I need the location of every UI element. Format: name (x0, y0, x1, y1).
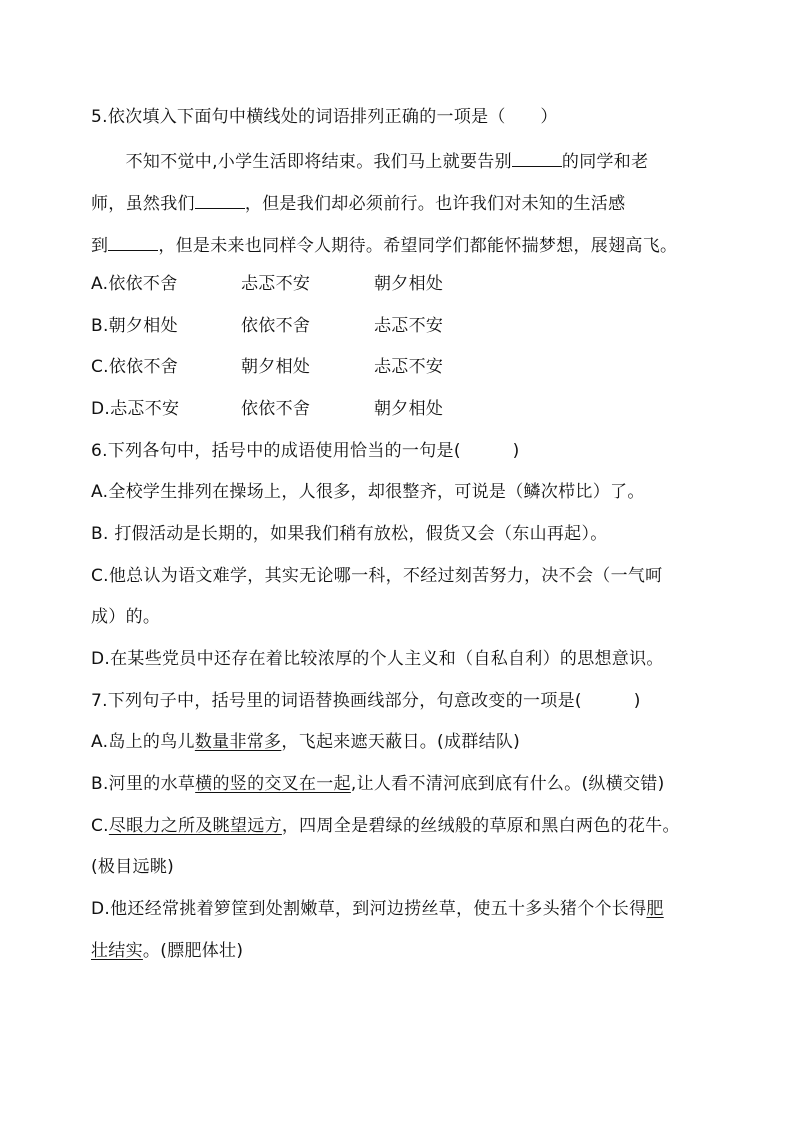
q6-option-d: D.在某些党员中还存在着比较浓厚的个人主义和（自私自利）的思想意识。 (91, 649, 664, 669)
option-label: A.依依不舍 (91, 274, 178, 294)
underlined-phrase: 横的竖的交叉在一起 (195, 774, 351, 794)
underlined-phrase: 肥 (646, 899, 664, 919)
underlined-phrase: 壮结实 (91, 941, 143, 961)
option-text: C. (91, 816, 109, 836)
underlined-phrase: 数量非常多 (194, 732, 282, 752)
q5-stem: 5.依次填入下面句中横线处的词语排列正确的一项是（ ） (91, 107, 558, 127)
q5-passage-text: 的同学和老 (561, 152, 649, 172)
option-text: ，四周全是碧绿的丝绒般的草原和黑白两色的花牛。 (281, 816, 680, 836)
option-word: 忐忑不安 (374, 357, 444, 377)
q6-option-a: A.全校学生排列在操场上，人很多，却很整齐，可说是（鳞次栉比）了。 (91, 482, 645, 502)
underlined-phrase: 尽眼力之所及眺望远方 (108, 816, 282, 836)
option-text: ,让人看不清河底到底有什么。(纵横交错) (350, 774, 665, 794)
option-text: 。(膘肥体壮) (142, 941, 244, 961)
option-word: 朝夕相处 (241, 357, 311, 377)
option-word: 依依不舍 (241, 399, 311, 419)
option-text: B.河里的水草 (91, 774, 196, 794)
option-word: 朝夕相处 (374, 274, 444, 294)
q7-option-c (91, 815, 680, 837)
q5-passage-text: ，但是我们却必须前行。也许我们对未知的生活感 (244, 194, 626, 214)
q5-passage-line-2 (91, 190, 625, 215)
fill-blank-3 (108, 232, 158, 251)
option-text: D.他还经常挑着箩筐到处割嫩草，到河边捞丝草，使五十多头猪个个长得 (91, 899, 647, 919)
q5-passage-text: 师，虽然我们 (91, 194, 195, 214)
option-label: D.忐忑不安 (91, 399, 180, 419)
q5-passage-text: 不知不觉中,小学生活即将结束。我们马上就要告别 (91, 152, 512, 172)
option-word: 忐忑不安 (374, 316, 444, 336)
q5-passage-line-1 (91, 148, 648, 173)
option-word: 忐忑不安 (241, 274, 311, 294)
q7-option-d-line-2 (91, 940, 243, 962)
option-label: C.依依不舍 (91, 357, 179, 377)
q6-option-b: B. 打假活动是长期的，如果我们稍有放松，假货又会（东山再起）。 (91, 524, 608, 544)
option-text: ，飞起来遮天蔽日。(成群结队) (281, 732, 521, 752)
q6-option-c-line-1: C.他总认为语文难学，其实无论哪一科，不经过刻苦努力，决不会（一气呵 (91, 566, 663, 586)
option-word: 朝夕相处 (374, 399, 444, 419)
q7-option-d-line-1 (91, 898, 664, 920)
option-word: 依依不舍 (241, 316, 311, 336)
q7-option-c-line-2: (极目远眺) (91, 857, 175, 877)
q7-option-b (91, 773, 665, 795)
q5-passage-line-3 (91, 232, 677, 257)
q6-option-c-line-2: 成）的。 (91, 607, 161, 627)
q5-passage-text: 到 (91, 236, 109, 256)
option-label: B.朝夕相处 (91, 316, 178, 336)
fill-blank-1 (512, 148, 562, 167)
q5-passage-text: ，但是未来也同样令人期待。希望同学们都能怀揣梦想，展翅高飞。 (158, 236, 678, 256)
option-text: A.岛上的鸟儿 (91, 732, 195, 752)
q7-stem: 7.下列句子中，括号里的词语替换画线部分，句意改变的一项是( ) (91, 691, 641, 711)
q7-option-a (91, 731, 520, 753)
q6-stem: 6.下列各句中，括号中的成语使用恰当的一句是( ) (91, 441, 520, 461)
fill-blank-2 (195, 190, 245, 209)
